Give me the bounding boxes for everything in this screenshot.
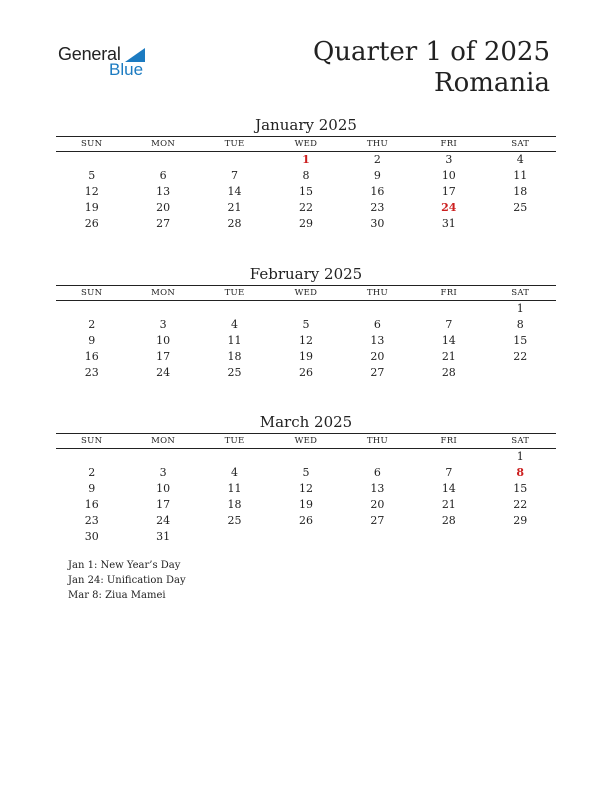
day-cell: [270, 301, 341, 317]
day-cell: 27: [370, 366, 385, 379]
week-row: [56, 216, 556, 232]
week-row: [56, 513, 556, 529]
month-march: [56, 413, 556, 545]
day-cell: 13: [370, 482, 385, 495]
day-cell: 6: [373, 466, 381, 479]
day-cell: 2: [88, 318, 96, 331]
day-cell: 26: [298, 514, 313, 527]
day-cell: 30: [370, 217, 385, 230]
day-cell: 22: [513, 498, 528, 511]
day-cell: 15: [513, 334, 528, 347]
day-cell: [199, 152, 270, 168]
holiday-list: [68, 558, 186, 603]
weekday-header-row: [56, 137, 556, 152]
calendar-grid: [56, 433, 556, 545]
day-cell: 7: [445, 318, 453, 331]
day-cell: 2: [373, 153, 381, 166]
day-cell: 15: [298, 185, 313, 198]
day-cell: [413, 529, 484, 545]
weekday-label: SAT: [511, 288, 530, 298]
week-row: [56, 465, 556, 481]
weekday-label: TUE: [224, 139, 245, 149]
day-cell: 30: [84, 530, 99, 543]
day-cell: [270, 449, 341, 465]
weekday-label: FRI: [440, 288, 458, 298]
day-cell: 8: [302, 169, 310, 182]
day-cell: 20: [370, 350, 385, 363]
day-cell: 25: [513, 201, 528, 214]
week-row: [56, 301, 556, 317]
day-cell: 2: [88, 466, 96, 479]
day-cell: 10: [156, 334, 171, 347]
quarter-title: Quarter 1 of 2025: [312, 37, 550, 67]
weekday-label: TUE: [224, 288, 245, 298]
day-cell: [270, 529, 341, 545]
day-cell: 5: [302, 466, 310, 479]
day-cell: [342, 529, 413, 545]
day-cell: 19: [298, 498, 313, 511]
day-cell: 9: [373, 169, 381, 182]
day-cell: 8: [516, 318, 524, 331]
day-cell: 16: [84, 350, 99, 363]
day-cell: 4: [231, 466, 239, 479]
day-cell: 21: [227, 201, 242, 214]
day-cell: 25: [227, 366, 242, 379]
calendar-grid: [56, 136, 556, 232]
day-cell: 29: [513, 514, 528, 527]
day-cell: [485, 529, 556, 545]
week-row: [56, 449, 556, 465]
weekday-label: WED: [294, 288, 318, 298]
day-cell: 10: [441, 169, 456, 182]
day-cell: 1: [516, 450, 524, 463]
day-cell: [413, 301, 484, 317]
weekday-header-row: [56, 434, 556, 449]
day-cell: 26: [84, 217, 99, 230]
day-cell: 21: [441, 498, 456, 511]
weekday-label: SAT: [511, 436, 530, 446]
month-name: February 2025: [249, 265, 363, 283]
day-cell: 13: [370, 334, 385, 347]
holiday-day-cell: 1: [302, 153, 310, 166]
day-cell: 1: [516, 302, 524, 315]
month-name: January 2025: [255, 116, 357, 134]
logo-general-text: General: [58, 44, 121, 64]
day-cell: 31: [156, 530, 171, 543]
day-cell: 17: [156, 498, 171, 511]
day-cell: [199, 449, 270, 465]
weekday-label: MON: [151, 139, 176, 149]
weekday-label: MON: [151, 288, 176, 298]
weekday-label: WED: [294, 436, 318, 446]
day-cell: 11: [513, 169, 528, 182]
weekday-label: MON: [151, 436, 176, 446]
day-cell: 27: [156, 217, 171, 230]
logo: [58, 44, 144, 79]
day-cell: 5: [302, 318, 310, 331]
day-cell: 28: [441, 514, 456, 527]
week-row: [56, 200, 556, 216]
day-cell: [413, 449, 484, 465]
page-title: [313, 37, 550, 99]
country-title: Romania: [434, 68, 550, 98]
week-row: [56, 152, 556, 168]
weekday-label: TUE: [224, 436, 245, 446]
day-cell: 15: [513, 482, 528, 495]
weekday-label: SAT: [511, 139, 530, 149]
day-cell: 19: [298, 350, 313, 363]
day-cell: 16: [84, 498, 99, 511]
weekday-label: THU: [366, 436, 388, 446]
day-cell: 25: [227, 514, 242, 527]
holiday-day-cell: 24: [441, 201, 457, 214]
day-cell: 21: [441, 350, 456, 363]
day-cell: 22: [513, 350, 528, 363]
day-cell: 7: [445, 466, 453, 479]
day-cell: 4: [231, 318, 239, 331]
day-cell: 27: [370, 514, 385, 527]
day-cell: [485, 365, 556, 381]
week-row: [56, 317, 556, 333]
day-cell: 14: [441, 334, 456, 347]
day-cell: 22: [298, 201, 313, 214]
day-cell: 20: [156, 201, 171, 214]
calendar-grid: [56, 285, 556, 381]
day-cell: 13: [156, 185, 171, 198]
day-cell: 6: [159, 169, 167, 182]
week-row: [56, 365, 556, 381]
day-cell: 26: [298, 366, 313, 379]
day-cell: 14: [441, 482, 456, 495]
day-cell: 12: [298, 334, 313, 347]
day-cell: 19: [84, 201, 99, 214]
day-cell: 28: [227, 217, 242, 230]
week-row: [56, 481, 556, 497]
day-cell: 24: [156, 366, 171, 379]
day-cell: [342, 301, 413, 317]
day-cell: [342, 449, 413, 465]
day-cell: 18: [227, 350, 242, 363]
day-cell: 5: [88, 169, 96, 182]
weekday-label: THU: [366, 288, 388, 298]
day-cell: [199, 301, 270, 317]
weekday-label: SUN: [81, 288, 103, 298]
day-cell: 7: [231, 169, 239, 182]
day-cell: 16: [370, 185, 385, 198]
day-cell: 14: [227, 185, 242, 198]
month-name: March 2025: [259, 413, 353, 431]
day-cell: [56, 449, 127, 465]
weekday-label: FRI: [440, 139, 458, 149]
day-cell: 18: [513, 185, 528, 198]
weekday-label: WED: [294, 139, 318, 149]
day-cell: 9: [88, 334, 96, 347]
day-cell: 9: [88, 482, 96, 495]
day-cell: 20: [370, 498, 385, 511]
holiday-day-cell: 8: [516, 466, 525, 479]
week-row: [56, 333, 556, 349]
day-cell: [127, 152, 198, 168]
day-cell: 17: [441, 185, 456, 198]
day-cell: 28: [441, 366, 456, 379]
weekday-label: SUN: [81, 139, 103, 149]
holiday-note: Jan 24: Unification Day: [68, 575, 186, 586]
day-cell: [127, 301, 198, 317]
month-february: [56, 265, 556, 381]
week-row: [56, 168, 556, 184]
day-cell: 4: [516, 153, 524, 166]
day-cell: [199, 529, 270, 545]
day-cell: 29: [298, 217, 313, 230]
week-row: [56, 497, 556, 513]
weekday-label: FRI: [440, 436, 458, 446]
weekday-label: THU: [366, 139, 388, 149]
week-row: [56, 529, 556, 545]
day-cell: 23: [84, 514, 99, 527]
week-row: [56, 349, 556, 365]
weekday-label: SUN: [81, 436, 103, 446]
day-cell: 17: [156, 350, 171, 363]
month-january: [56, 116, 556, 232]
holiday-note: Jan 1: New Year’s Day: [68, 560, 181, 571]
day-cell: 3: [445, 153, 453, 166]
day-cell: 11: [227, 334, 242, 347]
day-cell: 24: [156, 514, 171, 527]
week-row: [56, 184, 556, 200]
holiday-note: Mar 8: Ziua Mamei: [68, 590, 166, 601]
day-cell: 6: [373, 318, 381, 331]
day-cell: 23: [370, 201, 385, 214]
day-cell: 12: [298, 482, 313, 495]
day-cell: 31: [441, 217, 456, 230]
day-cell: 12: [84, 185, 99, 198]
day-cell: 3: [159, 466, 167, 479]
logo-blue-text: Blue: [109, 60, 144, 79]
day-cell: [485, 216, 556, 232]
weekday-header-row: [56, 286, 556, 301]
day-cell: 3: [159, 318, 167, 331]
day-cell: [127, 449, 198, 465]
day-cell: 11: [227, 482, 242, 495]
day-cell: 23: [84, 366, 99, 379]
day-cell: 18: [227, 498, 242, 511]
day-cell: [56, 152, 127, 168]
day-cell: [56, 301, 127, 317]
day-cell: 10: [156, 482, 171, 495]
